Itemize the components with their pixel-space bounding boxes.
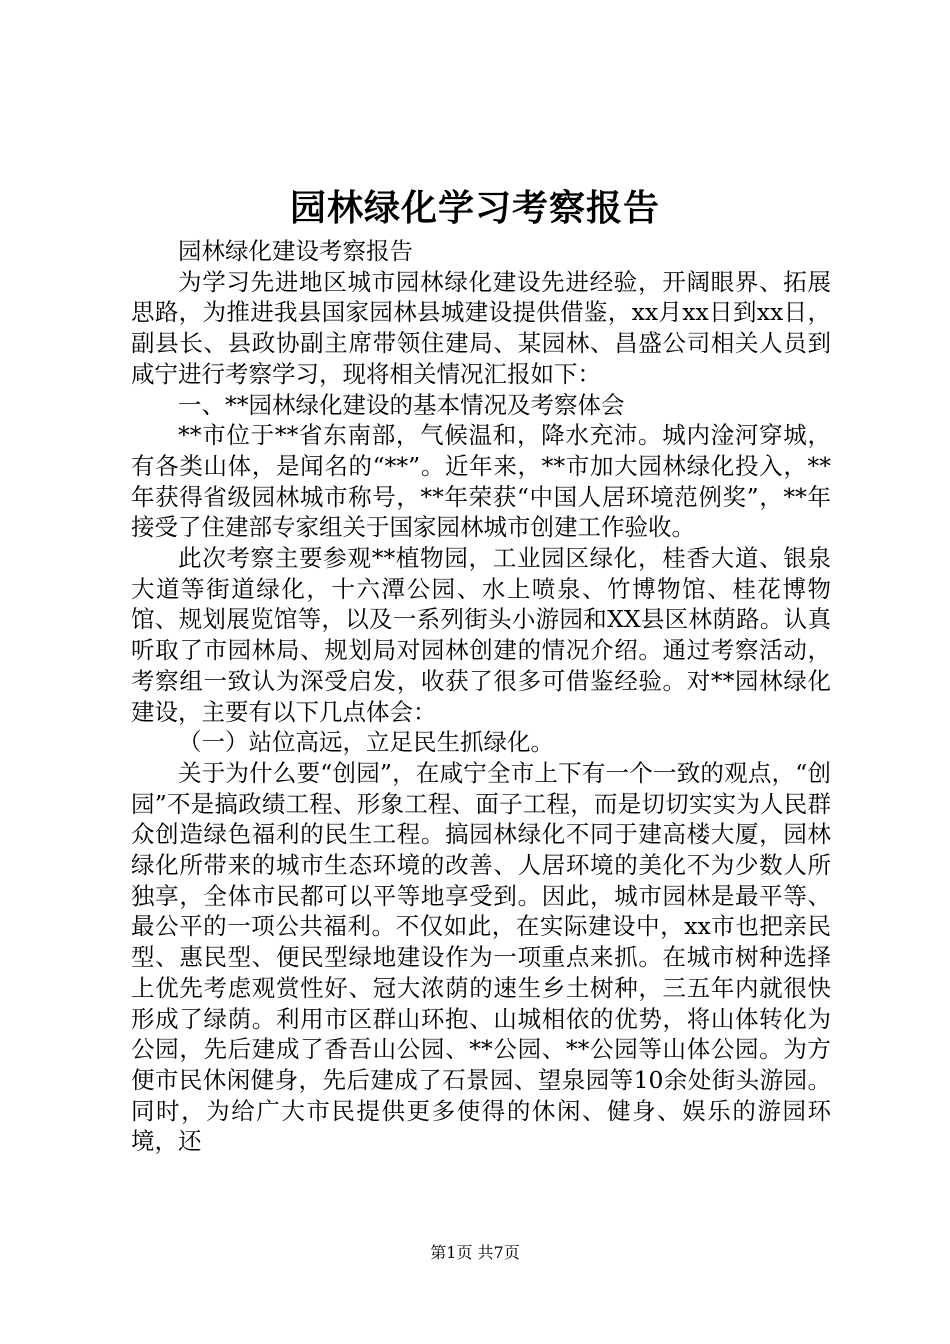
subsection-heading: （一）站位高远，立足民生抓绿化。 (178, 728, 554, 757)
paragraph-city-overview: **市位于**省东南部，气候温和，降水充沛。城内淦河穿城，有各类山体，是闻名的“**”。近年来，**市加大园林绿化投入，**年获得省级园林城市称号，**年荣获“中国人居环境范例奖”，**年接受了住建部专家组关于国家园林城市创建工作验收。 (131, 421, 831, 542)
document-body (131, 236, 831, 1157)
paragraph-livelihood: 关于为什么要“创园”，在咸宁全市上下有一个一致的观点，“创园”不是搞政绩工程、形象工程、面子工程，而是切切实实为人民群众创造绿色福利的民生工程。搞园林绿化不同于建高楼大厦，园林绿化所带来的城市生态环境的改善、人居环境的美化不为少数人所独享，全体市民都可以平等地享受到。因此，城市园林是最平等、最公平的一项公共福利。不仅如此，在实际建设中，xx市也把亲民型、惠民型、便民型绿地建设作为一项重点来抓。在城市树种选择上优先考虑观赏性好、冠大浓荫的速生乡土树种，三五年内就很快形成了绿荫。利用市区群山环抱、山城相依的优势，将山体转化为公园，先后建成了香吾山公园、**公园、**公园等山体公园。为方便市民休闲健身，先后建成了石景园、望泉园等10余处街头游园。同时，为给广大市民提供更多使得的休闲、健身、娱乐的游园环境，还 (131, 758, 831, 1156)
paragraph-subtitle: 园林绿化建设考察报告 (178, 237, 413, 265)
section-heading: 一、**园林绿化建设的基本情况及考察体会 (178, 390, 625, 419)
paragraph-visit-summary: 此次考察主要参观**植物园，工业园区绿化，桂香大道、银泉大道等街道绿化，十六潭公园、水上喷泉、竹博物馆、桂花博物馆、规划展览馆等，以及一系列街头小游园和XX县区林荫路。认真听取了市园林局、规划局对园林创建的情况介绍。通过考察活动，考察组一致认为深受启发，收获了很多可借鉴经验。对**园林绿化建设，主要有以下几点体会： (131, 544, 831, 726)
document-title: 园林绿化学习考察报告 (289, 187, 660, 229)
paragraph-intro: 为学习先进地区城市园林绿化建设先进经验，开阔眼界、拓展思路，为推进我县国家园林县城建设提供借鉴，xx月xx日到xx日，副县长、县政协副主席带领住建局、某园林、昌盛公司相关人员到咸宁进行考察学习，现将相关情况汇报如下： (131, 267, 831, 388)
page-footer: 第1页 共7页 (430, 1243, 520, 1262)
